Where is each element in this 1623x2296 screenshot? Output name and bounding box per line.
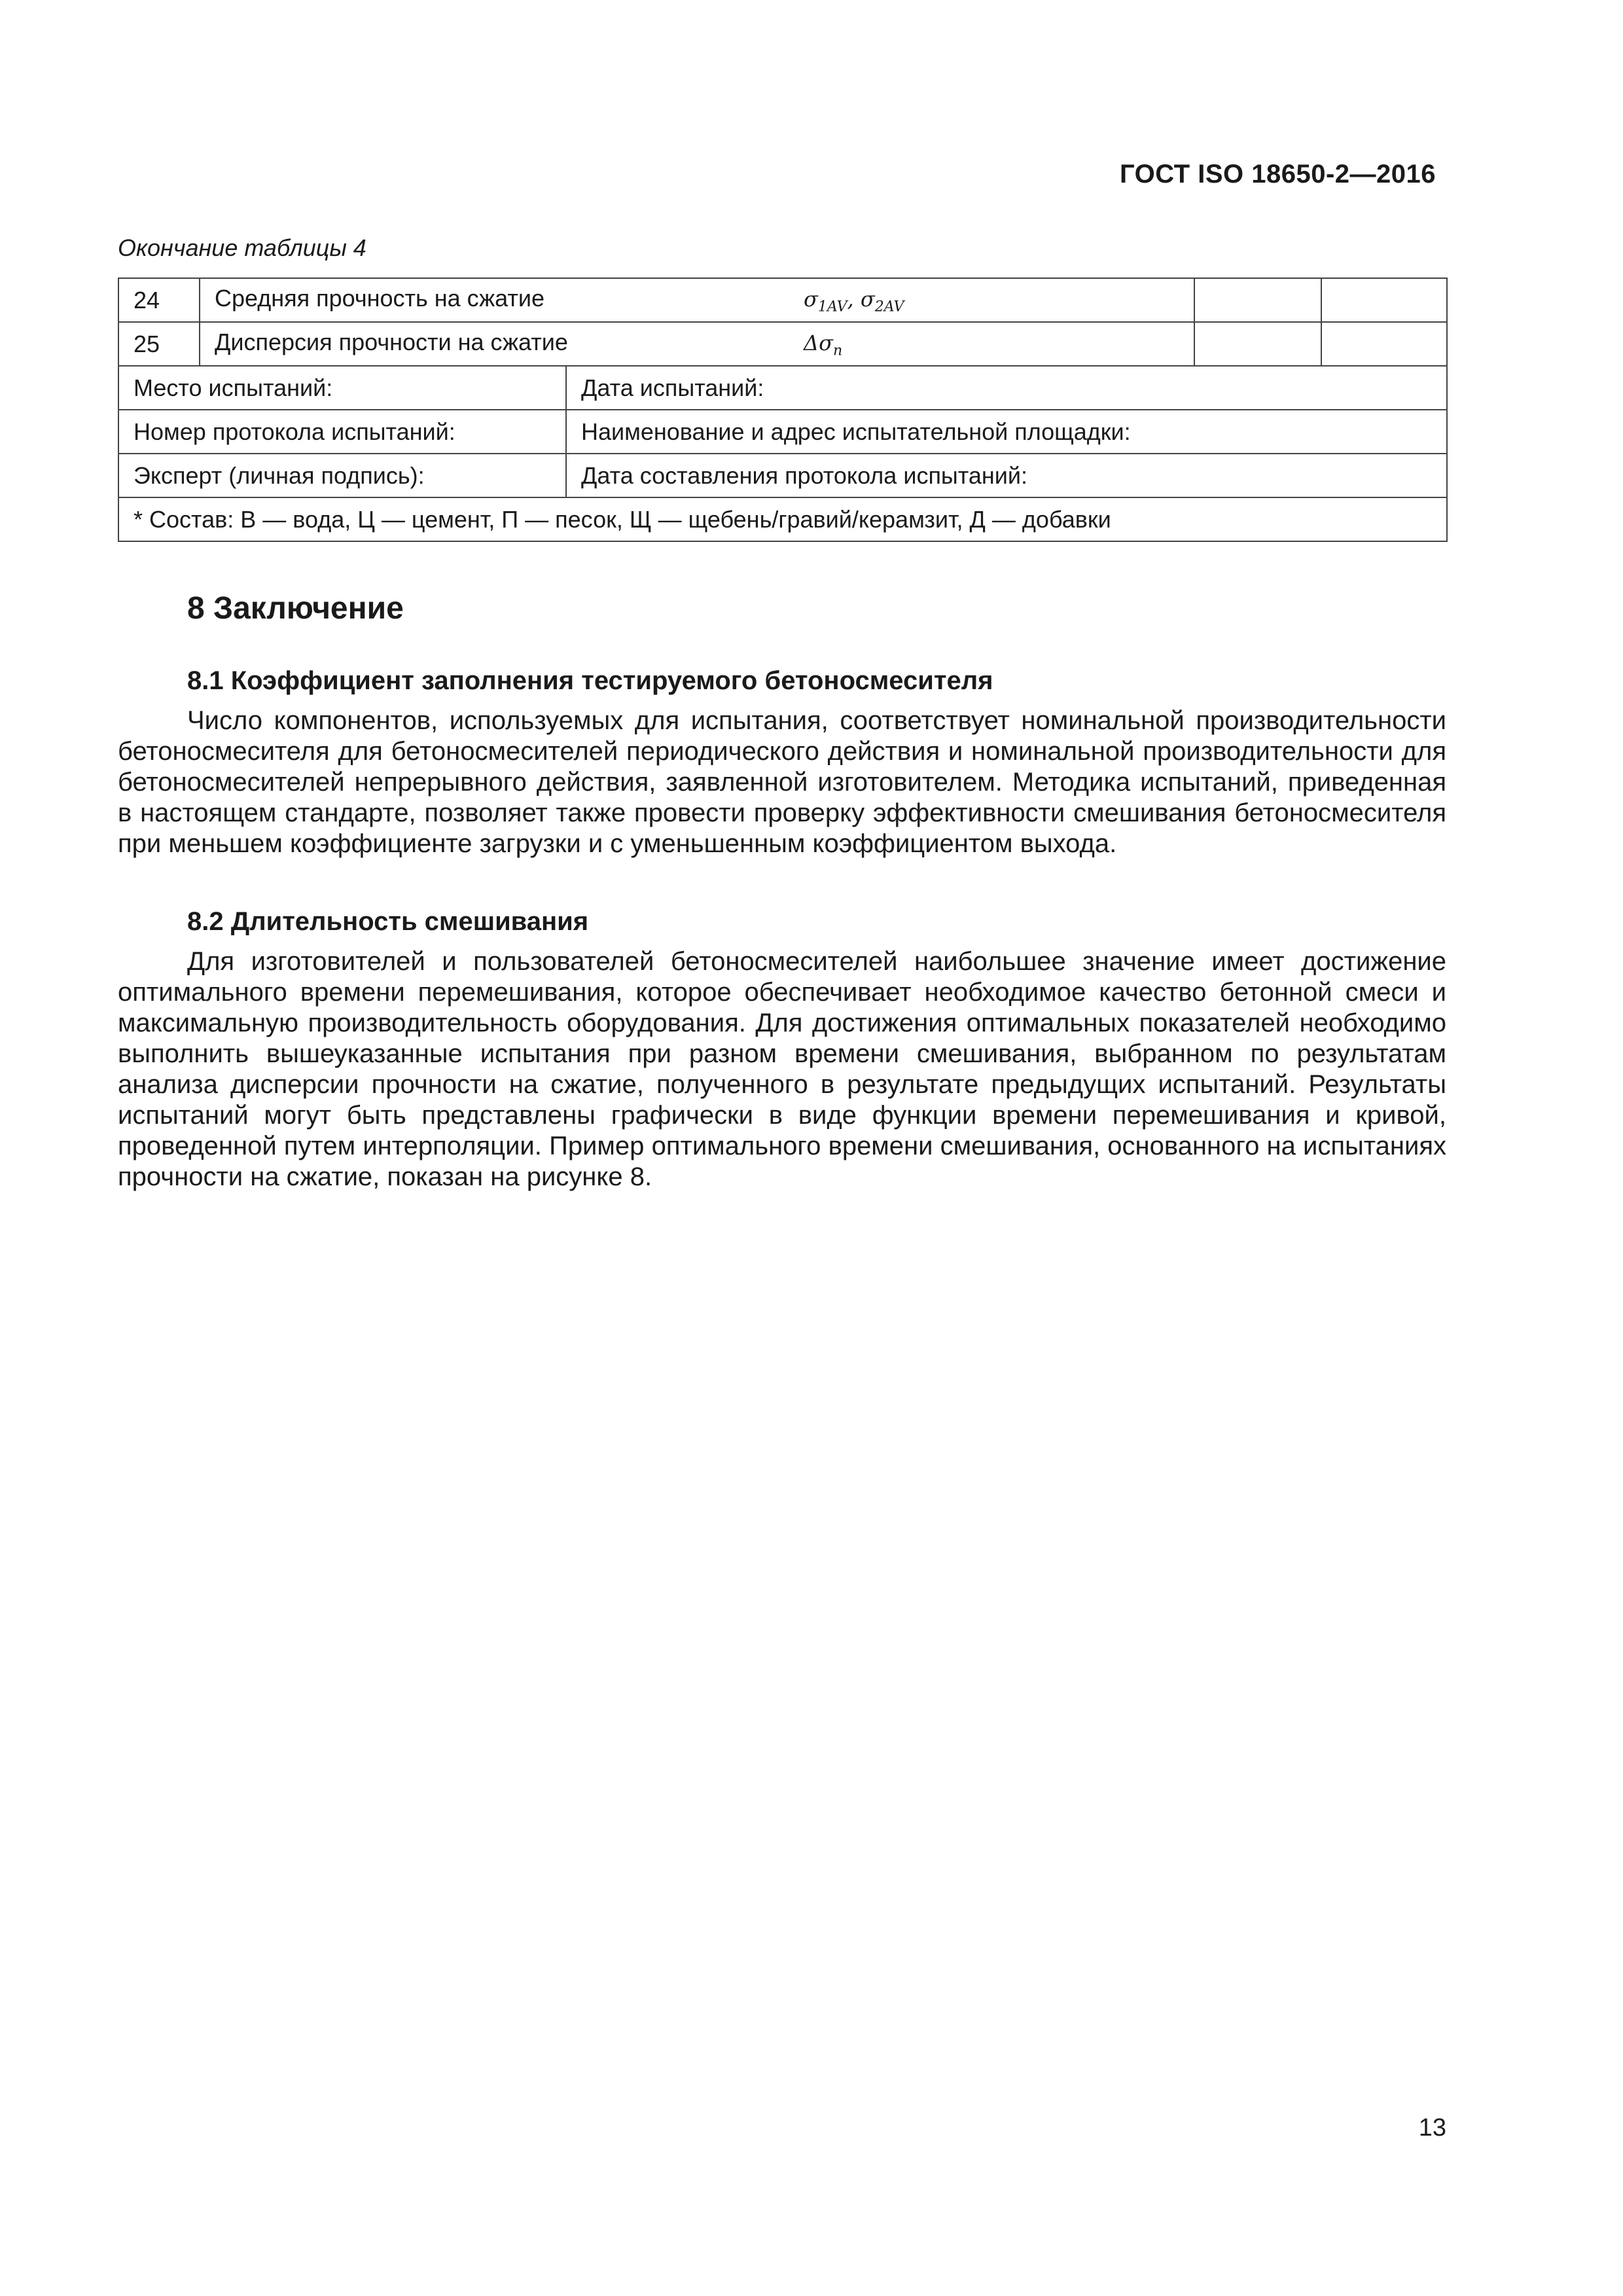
row-parameter-name: Дисперсия прочности на сжатие — [215, 329, 568, 356]
symbol-main: Δσ — [804, 331, 833, 356]
info-date: Дата испытаний: — [566, 366, 1447, 410]
table-row — [118, 278, 1447, 322]
symbol-subscript: 2AV — [874, 298, 904, 315]
symbol-main: σ — [804, 287, 818, 312]
info-protocol-number: Номер протокола испытаний: — [118, 410, 566, 454]
row-number: 24 — [118, 278, 200, 322]
row-symbol — [804, 287, 904, 315]
document-code: ГОСТ ISO 18650-2—2016 — [1120, 160, 1436, 188]
row-parameter-name: Средняя прочность на сжатие — [215, 285, 545, 312]
table-row — [118, 322, 1447, 366]
table-row — [118, 454, 1447, 497]
row-symbol — [804, 331, 843, 359]
row-empty-cell — [1194, 278, 1321, 322]
subsection-heading-8-2: 8.2 Длительность смешивания — [187, 907, 589, 936]
row-parameter-cell — [200, 278, 1194, 322]
table-row — [118, 366, 1447, 410]
row-empty-cell — [1321, 278, 1447, 322]
table-4 — [118, 278, 1448, 542]
symbol-subscript: n — [832, 342, 843, 359]
section-heading: 8 Заключение — [187, 591, 404, 626]
symbol-subscript: 1AV — [817, 298, 847, 315]
table-footnote: * Состав: В — вода, Ц — цемент, П — песок, Щ — щебень/гравий/керамзит, Д — добавки — [118, 497, 1447, 541]
row-empty-cell — [1194, 322, 1321, 366]
row-empty-cell — [1321, 322, 1447, 366]
subsection-heading-8-1: 8.1 Коэффициент заполнения тестируемого бетоносмесителя — [187, 666, 993, 695]
info-protocol-date: Дата составления протокола испытаний: — [566, 454, 1447, 497]
paragraph-8-1: Число компонентов, используемых для испытания, соответствует номинальной производительности бетоносмесителя для бетоносмесителей периодического действия и номинальной производительности для бетоносмесителей непрерывного действия, заявленной изготовителем. Методика испытаний, приведенная в настоящем стандарте, позволяет также провести проверку эффективности смешивания бетоносмесителя при меньшем коэффициенте загрузки и с уменьшенным коэффициентом выхода. — [118, 706, 1446, 858]
info-site: Наименование и адрес испытательной площадки: — [566, 410, 1447, 454]
symbol-main: σ — [860, 287, 875, 312]
paragraph-8-2: Для изготовителей и пользователей бетоносмесителей наибольшее значение имеет достижение оптимального времени перемешивания, которое обеспечивает необходимое качество бетонной смеси и максимальную производительность оборудования. Для достижения оптимальных показателей необходимо выполнить вышеуказанные испытания при разном времени смешивания, выбранном по результатам анализа дисперсии прочности на сжатие, полученного в результате предыдущих испытаний. Результаты испытаний могут быть представлены графически в виде функции времени перемешивания и кривой, проведенной путем интерполяции. Пример оптимального времени смешивания, основанного на испытаниях прочности на сжатие, показан на рисунке 8. — [118, 947, 1446, 1191]
row-number: 25 — [118, 322, 200, 366]
info-expert: Эксперт (личная подпись): — [118, 454, 566, 497]
symbol-separator: , — [847, 287, 861, 312]
info-place: Место испытаний: — [118, 366, 566, 410]
table-row — [118, 497, 1447, 541]
table-caption: Окончание таблицы 4 — [118, 234, 366, 261]
table-row — [118, 410, 1447, 454]
page-number: 13 — [1418, 2114, 1446, 2142]
row-parameter-cell — [200, 322, 1194, 366]
